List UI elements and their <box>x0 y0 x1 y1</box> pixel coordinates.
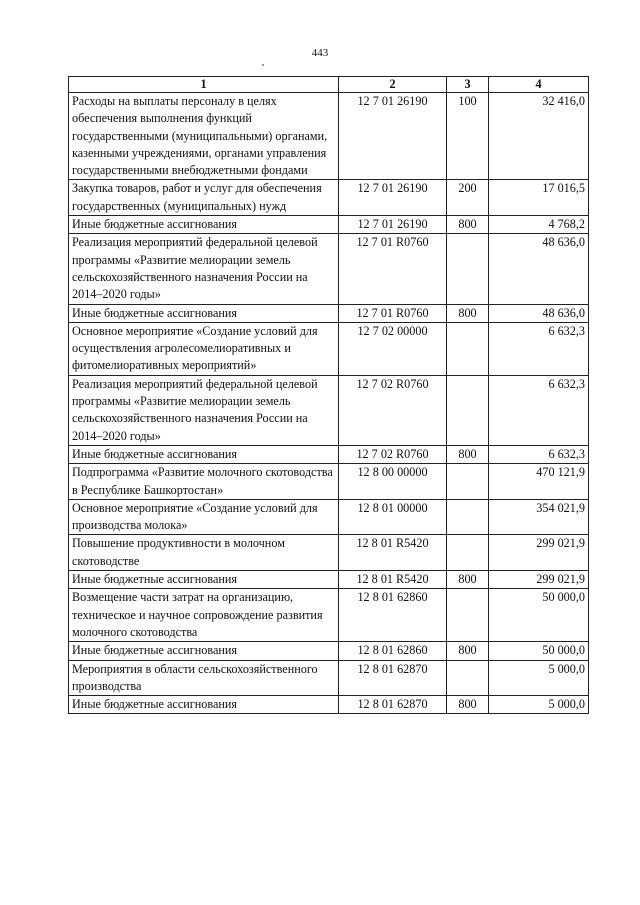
table-header <box>69 77 589 93</box>
row-group: 800 <box>447 445 489 463</box>
row-group <box>447 660 489 696</box>
row-amount: 6 632,3 <box>489 375 589 445</box>
row-name: Иные бюджетные ассигнования <box>69 696 339 714</box>
header-col-4: 4 <box>489 77 589 93</box>
table-row <box>69 180 589 216</box>
row-amount: 4 768,2 <box>489 216 589 234</box>
page-number: 443 <box>311 47 329 59</box>
row-name: Основное мероприятие «Создание условий для осуществления агролесомелиоративных и фитомелиоративных мероприятий» <box>69 322 339 375</box>
row-code: 12 7 01 26190 <box>339 180 447 216</box>
table-row <box>69 499 589 535</box>
row-group: 800 <box>447 642 489 660</box>
row-amount: 5 000,0 <box>489 696 589 714</box>
row-code: 12 8 01 62870 <box>339 696 447 714</box>
row-amount: 6 632,3 <box>489 322 589 375</box>
scan-dot <box>262 64 264 66</box>
row-name: Иные бюджетные ассигнования <box>69 642 339 660</box>
row-name: Иные бюджетные ассигнования <box>69 571 339 589</box>
row-name: Иные бюджетные ассигнования <box>69 445 339 463</box>
row-name: Подпрограмма «Развитие молочного скотоводства в Республике Башкортостан» <box>69 464 339 500</box>
row-name: Иные бюджетные ассигнования <box>69 216 339 234</box>
row-amount: 48 636,0 <box>489 304 589 322</box>
row-code: 12 8 01 R5420 <box>339 535 447 571</box>
table-row <box>69 93 589 180</box>
row-code: 12 7 01 R0760 <box>339 304 447 322</box>
row-name: Реализация мероприятий федеральной целевой программы «Развитие мелиорации земель сельскохозяйственного назначения России на 2014–2020 годы» <box>69 375 339 445</box>
table-row <box>69 216 589 234</box>
row-name: Повышение продуктивности в молочном скотоводстве <box>69 535 339 571</box>
row-code: 12 7 01 26190 <box>339 93 447 180</box>
row-name: Мероприятия в области сельскохозяйственного производства <box>69 660 339 696</box>
row-amount: 50 000,0 <box>489 642 589 660</box>
table-body <box>69 93 589 714</box>
row-name: Реализация мероприятий федеральной целевой программы «Развитие мелиорации земель сельскохозяйственного назначения России на 2014–2020 годы» <box>69 234 339 304</box>
table-row <box>69 696 589 714</box>
row-group <box>447 464 489 500</box>
row-code: 12 7 02 00000 <box>339 322 447 375</box>
row-group: 100 <box>447 93 489 180</box>
table-row <box>69 304 589 322</box>
row-amount: 50 000,0 <box>489 589 589 642</box>
table-row <box>69 234 589 304</box>
row-amount: 48 636,0 <box>489 234 589 304</box>
row-name: Закупка товаров, работ и услуг для обеспечения государственных (муниципальных) нужд <box>69 180 339 216</box>
row-code: 12 8 00 00000 <box>339 464 447 500</box>
table-row <box>69 445 589 463</box>
header-col-1: 1 <box>69 77 339 93</box>
row-code: 12 7 01 26190 <box>339 216 447 234</box>
table-row <box>69 322 589 375</box>
row-group <box>447 375 489 445</box>
row-code: 12 8 01 62860 <box>339 589 447 642</box>
row-amount: 354 021,9 <box>489 499 589 535</box>
row-amount: 299 021,9 <box>489 535 589 571</box>
table-row <box>69 660 589 696</box>
row-group: 800 <box>447 571 489 589</box>
row-code: 12 7 02 R0760 <box>339 445 447 463</box>
header-col-3: 3 <box>447 77 489 93</box>
row-code: 12 7 01 R0760 <box>339 234 447 304</box>
row-name: Возмещение части затрат на организацию, техническое и научное сопровождение развития молочного скотоводства <box>69 589 339 642</box>
row-code: 12 8 01 62870 <box>339 660 447 696</box>
row-amount: 470 121,9 <box>489 464 589 500</box>
row-amount: 5 000,0 <box>489 660 589 696</box>
row-name: Иные бюджетные ассигнования <box>69 304 339 322</box>
row-code: 12 8 01 00000 <box>339 499 447 535</box>
row-amount: 299 021,9 <box>489 571 589 589</box>
row-amount: 6 632,3 <box>489 445 589 463</box>
row-name: Основное мероприятие «Создание условий для производства молока» <box>69 499 339 535</box>
row-group: 800 <box>447 696 489 714</box>
row-amount: 17 016,5 <box>489 180 589 216</box>
row-group <box>447 322 489 375</box>
row-group <box>447 234 489 304</box>
table-row <box>69 375 589 445</box>
table-row <box>69 535 589 571</box>
row-name: Расходы на выплаты персоналу в целях обеспечения выполнения функций государственными (муниципальными) органами, казенными учреждениями, органами управления государственными внебюджетными фондами <box>69 93 339 180</box>
row-code: 12 7 02 R0760 <box>339 375 447 445</box>
row-amount: 32 416,0 <box>489 93 589 180</box>
table-row <box>69 464 589 500</box>
budget-table <box>68 76 589 714</box>
row-group <box>447 535 489 571</box>
row-group: 200 <box>447 180 489 216</box>
row-code: 12 8 01 R5420 <box>339 571 447 589</box>
table-row <box>69 589 589 642</box>
table-row <box>69 642 589 660</box>
table-row <box>69 571 589 589</box>
header-row <box>69 77 589 93</box>
row-group: 800 <box>447 216 489 234</box>
row-group <box>447 589 489 642</box>
header-col-2: 2 <box>339 77 447 93</box>
row-code: 12 8 01 62860 <box>339 642 447 660</box>
row-group <box>447 499 489 535</box>
row-group: 800 <box>447 304 489 322</box>
